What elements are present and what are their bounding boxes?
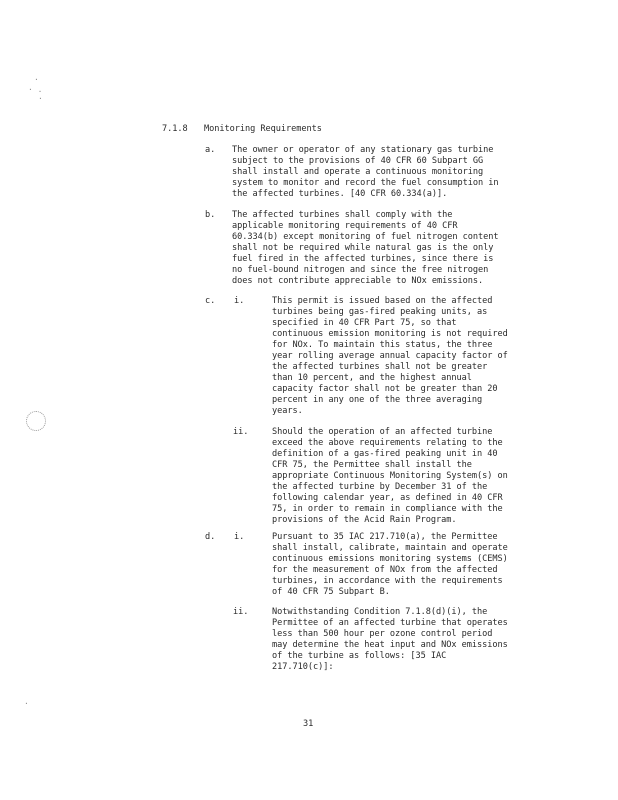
item-c-i-line: year rolling average annual capacity factor of	[272, 351, 508, 361]
item-c-i-line: specified in 40 CFR Part 75, so that	[272, 318, 457, 328]
item-c-i-line: capacity factor shall not be greater than 20	[272, 384, 498, 394]
item-c-i-line: This permit is issued based on the affected	[272, 296, 493, 306]
item-c-i-line: percent in any one of the three averaging	[272, 395, 483, 405]
item-c-i-line: continuous emission monitoring is not required	[272, 329, 508, 339]
item-b-line: 60.334(b) except monitoring of fuel nitrogen content	[232, 232, 499, 242]
item-c-label: c.	[205, 296, 216, 306]
item-b-line: does not contribute appreciable to NOx emissions.	[232, 276, 484, 286]
item-c-ii-line: exceed the above requirements relating to the	[272, 438, 503, 448]
item-c-ii-line: the affected turbine by December 31 of the	[272, 482, 488, 492]
item-a-label: a.	[205, 145, 216, 155]
item-c-ii-line: appropriate Continuous Monitoring System(s) on	[272, 471, 508, 481]
scan-speck: · .	[28, 85, 43, 94]
item-d-i-line: continuous emissions monitoring systems (CEMS)	[272, 554, 508, 564]
item-c-i-line: turbines being gas-fired peaking units, as	[272, 307, 488, 317]
item-c-i-line: for NOx. To maintain this status, the three	[272, 340, 493, 350]
item-c-ii-line: following calendar year, as defined in 40 CFR	[272, 493, 503, 503]
item-a-line: system to monitor and record the fuel consumption in	[232, 178, 499, 188]
scan-hole-mark	[26, 411, 46, 431]
scan-speck: ·	[34, 75, 39, 84]
item-c-ii-line: CFR 75, the Permittee shall install the	[272, 460, 472, 470]
item-b-line: The affected turbines shall comply with the	[232, 210, 453, 220]
item-c-i-line: than 10 percent, and the highest annual	[272, 373, 472, 383]
item-c-i-label: i.	[234, 296, 245, 306]
item-c-ii-line: definition of a gas-fired peaking unit in 40	[272, 449, 498, 459]
item-d-i-line: Pursuant to 35 IAC 217.710(a), the Permittee	[272, 532, 498, 542]
item-b-line: applicable monitoring requirements of 40 CFR	[232, 221, 458, 231]
item-d-ii-line: less than 500 hour per ozone control period	[272, 629, 493, 639]
scan-speck: ·	[38, 94, 43, 103]
item-d-ii-label: ii.	[233, 607, 249, 617]
item-d-ii-line: Permittee of an affected turbine that operates	[272, 618, 508, 628]
item-b-line: shall not be required while natural gas is the only	[232, 243, 494, 253]
scan-speck: ·	[24, 699, 29, 708]
item-c-ii-line: 75, in order to remain in compliance with the	[272, 504, 503, 514]
item-a-line: shall install and operate a continuous monitoring	[232, 167, 484, 177]
item-d-i-line: shall install, calibrate, maintain and operate	[272, 543, 508, 553]
item-c-i-line: the affected turbines shall not be greater	[272, 362, 488, 372]
item-a-line: The owner or operator of any stationary gas turbine	[232, 145, 494, 155]
item-d-ii-line: may determine the heat input and NOx emissions	[272, 640, 508, 650]
item-d-i-label: i.	[234, 532, 245, 542]
item-c-ii-line: provisions of the Acid Rain Program.	[272, 515, 457, 525]
section-number: 7.1.8	[162, 124, 188, 134]
item-b-line: no fuel-bound nitrogen and since the free nitrogen	[232, 265, 489, 275]
item-a-line: the affected turbines. [40 CFR 60.334(a)].	[232, 189, 448, 199]
section-title: Monitoring Requirements	[204, 124, 322, 134]
item-d-i-line: for the measurement of NOx from the affected	[272, 565, 498, 575]
item-d-ii-line: of the turbine as follows: [35 IAC	[272, 651, 447, 661]
item-a-line: subject to the provisions of 40 CFR 60 Subpart GG	[232, 156, 484, 166]
item-c-ii-line: Should the operation of an affected turbine	[272, 427, 493, 437]
item-d-ii-line: 217.710(c)]:	[272, 662, 334, 672]
item-c-ii-label: ii.	[233, 427, 249, 437]
item-b-line: fuel fired in the affected turbines, since there is	[232, 254, 494, 264]
item-d-i-line: of 40 CFR 75 Subpart B.	[272, 587, 390, 597]
item-b-label: b.	[205, 210, 216, 220]
item-d-i-line: turbines, in accordance with the requirements	[272, 576, 503, 586]
item-d-label: d.	[205, 532, 216, 542]
item-c-i-line: years.	[272, 406, 303, 416]
item-d-ii-line: Notwithstanding Condition 7.1.8(d)(i), the	[272, 607, 488, 617]
page-number: 31	[303, 719, 314, 729]
